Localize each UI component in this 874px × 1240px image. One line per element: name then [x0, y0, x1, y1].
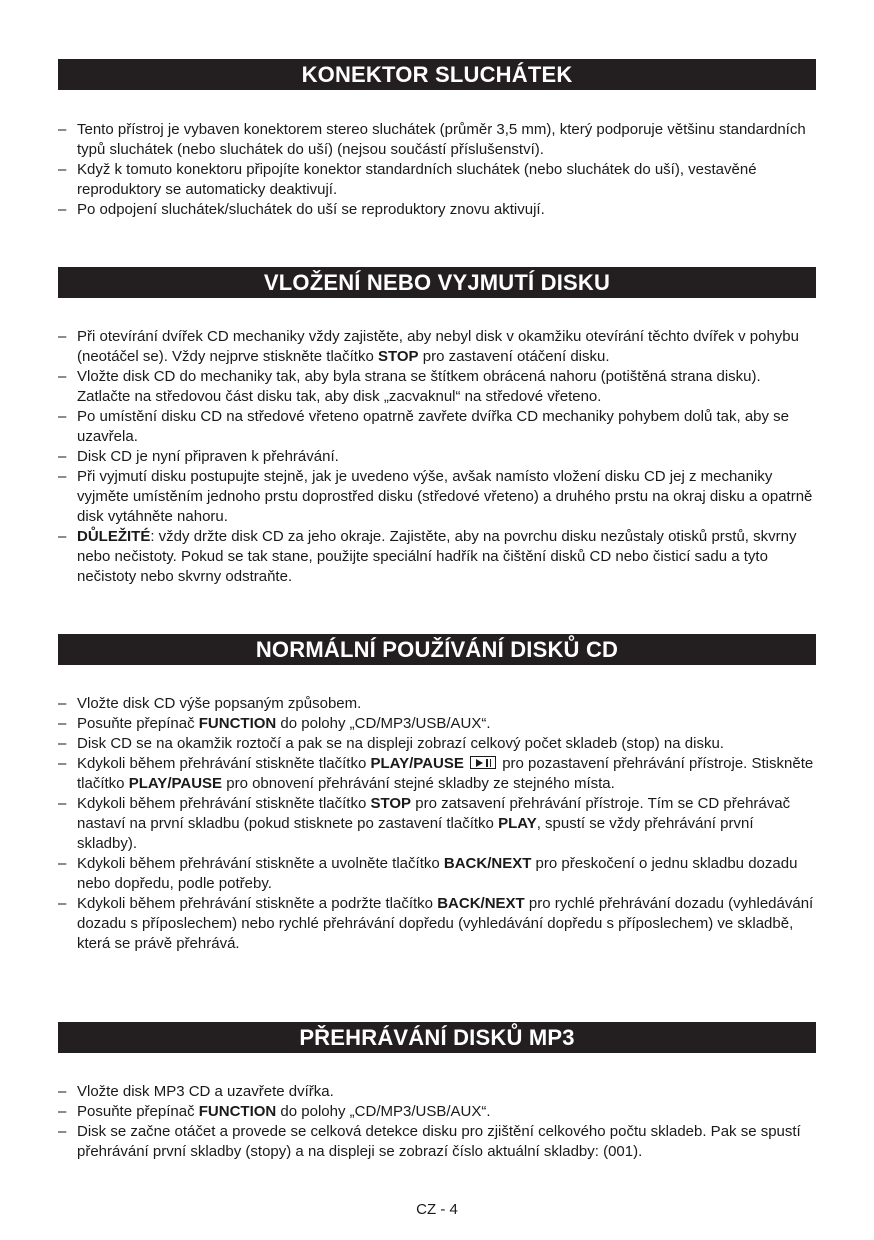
list-item: – DŮLEŽITÉ: vždy držte disk CD za jeho okraje. Zajistěte, aby na povrchu disku nezůstaly otisků prstů, skvrny nebo nečistoty. Pokud se tak stane, použijte speciální hadřík na čištění disků CD nebo čisticí sadu a tyto nečistoty nebo skvrny odstraňte. [58, 528, 797, 585]
section-title: NORMÁLNÍ POUŽÍVÁNÍ DISKŮ CD [58, 634, 816, 665]
play-pause-icon [470, 756, 496, 769]
page-number: CZ - 4 [416, 1201, 458, 1218]
list-item: – Posuňte přepínač FUNCTION do polohy „CD/MP3/USB/AUX“. [58, 1103, 491, 1120]
list-item: – Tento přístroj je vybaven konektorem stereo sluchátek (průměr 3,5 mm), který podporuje většinu standardních typů sluchátek (nebo sluchátek do uší) (nejsou součástí příslušenství). [58, 121, 806, 158]
list-item: – Kdykoli během přehrávání stiskněte a podržte tlačítko BACK/NEXT pro rychlé přehrávání dozadu (vyhledávání dozadu s příposlechem) nebo rychlé přehrávání dopředu (vyhledávání dopředu s příposlechem) ve skladbě, která se právě přehrává. [58, 895, 814, 952]
list-item: – Když k tomuto konektoru připojíte konektor standardních sluchátek (nebo sluchátek do uší), vestavěné reproduktory se automaticky deaktivují. [58, 161, 757, 198]
section-mp3-playback [58, 1022, 816, 1162]
bullet-list [58, 120, 816, 220]
list-item: – Při vyjmutí disku postupujte stejně, jak je uvedeno výše, avšak namísto vložení disku CD jej z mechaniky vyjměte umístěním jednoho prstu doprostřed disku (středové vřeteno) a druhého prstu na okraj disku a opatrně disk vytáhněte nahoru. [58, 468, 813, 525]
list-item: – Při otevírání dvířek CD mechaniky vždy zajistěte, aby nebyl disk v okamžiku otevírání těchto dvířek v pohybu (neotáčel se). Vždy nejprve stiskněte tlačítko STOP pro zastavení otáčení disku. [58, 328, 799, 365]
list-item: – Po umístění disku CD na středové vřeteno opatrně zavřete dvířka CD mechaniky pohybem dolů tak, aby se uzavřela. [58, 408, 790, 445]
list-item: – Vložte disk CD výše popsaným způsobem. [58, 695, 362, 712]
list-item: – Vložte disk MP3 CD a uzavřete dvířka. [58, 1083, 334, 1100]
list-item: – Kdykoli během přehrávání stiskněte a uvolněte tlačítko BACK/NEXT pro přeskočení o jednu skladbu dozadu nebo dopředu, podle potřeby. [58, 855, 798, 892]
list-item: – Kdykoli během přehrávání stiskněte tlačítko PLAY/PAUSE pro pozastavení přehrávání přístroje. Stiskněte tlačítko PLAY/PAUSE pro obnovení přehrávání stejné skladby ze stejného místa. [58, 755, 814, 792]
list-item: – Disk CD je nyní připraven k přehrávání. [58, 448, 339, 465]
bullet-list [58, 694, 816, 954]
list-item: – Kdykoli během přehrávání stiskněte tlačítko STOP pro zatsavení přehrávání přístroje. Tím se CD přehrávač nastaví na první skladbu (pokud stisknete po zastavení tlačítko PLAY, spustí se vždy přehrávání první skladby). [58, 795, 791, 852]
section-title: KONEKTOR SLUCHÁTEK [58, 59, 816, 90]
list-item: – Disk CD se na okamžik roztočí a pak se na displeji zobrazí celkový počet skladeb (stop) na disku. [58, 735, 724, 752]
section-headphone-connector [58, 59, 816, 220]
section-insert-remove-disc [58, 267, 816, 587]
bullet-list [58, 327, 816, 587]
bullet-list [58, 1082, 816, 1162]
section-title: VLOŽENÍ NEBO VYJMUTÍ DISKU [58, 267, 816, 298]
list-item: – Posuňte přepínač FUNCTION do polohy „CD/MP3/USB/AUX“. [58, 715, 491, 732]
list-item: – Disk se začne otáčet a provede se celková detekce disku pro zjištění celkového počtu skladeb. Pak se spustí přehrávání první skladby (stopy) a na displeji se zobrazí číslo aktuální skladby: (001). [58, 1123, 801, 1160]
list-item: – Vložte disk CD do mechaniky tak, aby byla strana se štítkem obrácená nahoru (potištěná strana disku). Zatlačte na středovou část disku tak, aby disk „zacvaknul“ na středové vřeteno. [58, 368, 761, 405]
list-item: – Po odpojení sluchátek/sluchátek do uší se reproduktory znovu aktivují. [58, 201, 545, 218]
section-normal-cd-use [58, 634, 816, 954]
section-title: PŘEHRÁVÁNÍ DISKŮ MP3 [58, 1022, 816, 1053]
